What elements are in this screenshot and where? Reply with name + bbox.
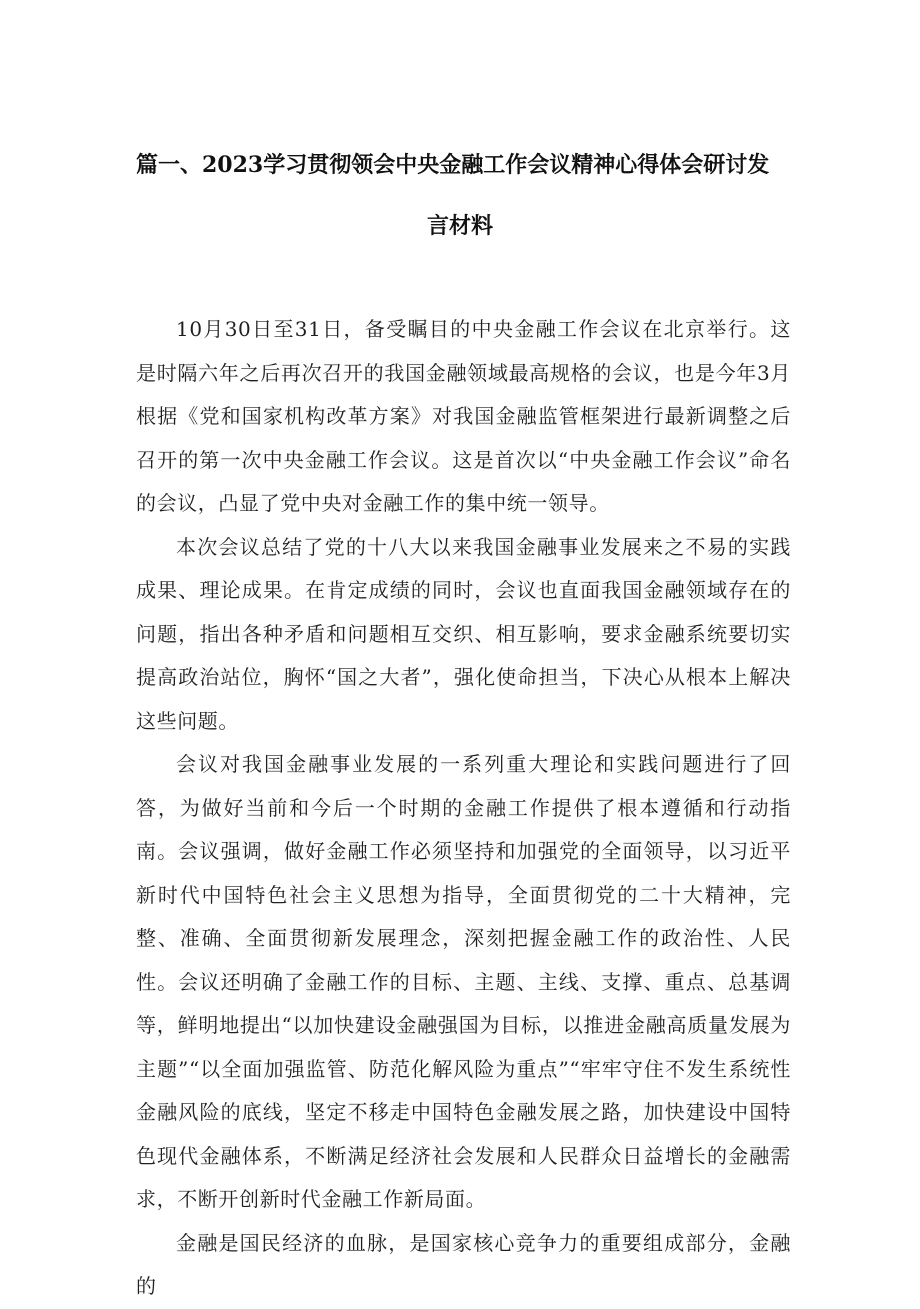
paragraph-4: 金融是国民经济的血脉，是国家核心竞争力的重要组成部分，金融的 [136, 1230, 791, 1298]
paragraph-2: 本次会议总结了党的十八大以来我国金融事业发展来之不易的实践成果、理论成果。在肯定成绩的同时，会议也直面我国金融领域存在的问题，指出各种矛盾和问题相互交织、相互影响，要求金融系统要切实提高政治站位，胸怀“国之大者”，强化使命担当，下决心从根本上解决这些问题。 [136, 534, 791, 733]
document-title-line-2: 言材料 [426, 213, 493, 239]
document-title-line-1: 篇一、2023学习贯彻领会中央金融工作会议精神心得体会研讨发 [136, 152, 770, 178]
document-body [136, 308, 791, 1309]
paragraph-1: 10月30日至31日，备受瞩目的中央金融工作会议在北京举行。这是时隔六年之后再次召开的我国金融领域最高规格的会议，也是今年3月根据《党和国家机构改革方案》对我国金融监管框架进行最新调整之后召开的第一次中央金融工作会议。这是首次以“中央金融工作会议”命名的会议，凸显了党中央对金融工作的集中统一领导。 [136, 317, 791, 515]
paragraph-3: 会议对我国金融事业发展的一系列重大理论和实践问题进行了回答，为做好当前和今后一个时期的金融工作提供了根本遵循和行动指南。会议强调，做好金融工作必须坚持和加强党的全面领导，以习近平新时代中国特色社会主义思想为指导，全面贯彻党的二十大精神，完整、准确、全面贯彻新发展理念，深刻把握金融工作的政治性、人民性。会议还明确了金融工作的目标、主题、主线、支撑、重点、总基调等，鲜明地提出“以加快建设金融强国为目标，以推进金融高质量发展为主题”“以全面加强监管、防范化解风险为重点”“牢牢守住不发生系统性金融风险的底线，坚定不移走中国特色金融发展之路，加快建设中国特色现代金融体系，不断满足经济社会发展和人民群众日益增长的金融需求，不断开创新时代金融工作新局面。 [136, 752, 791, 1211]
